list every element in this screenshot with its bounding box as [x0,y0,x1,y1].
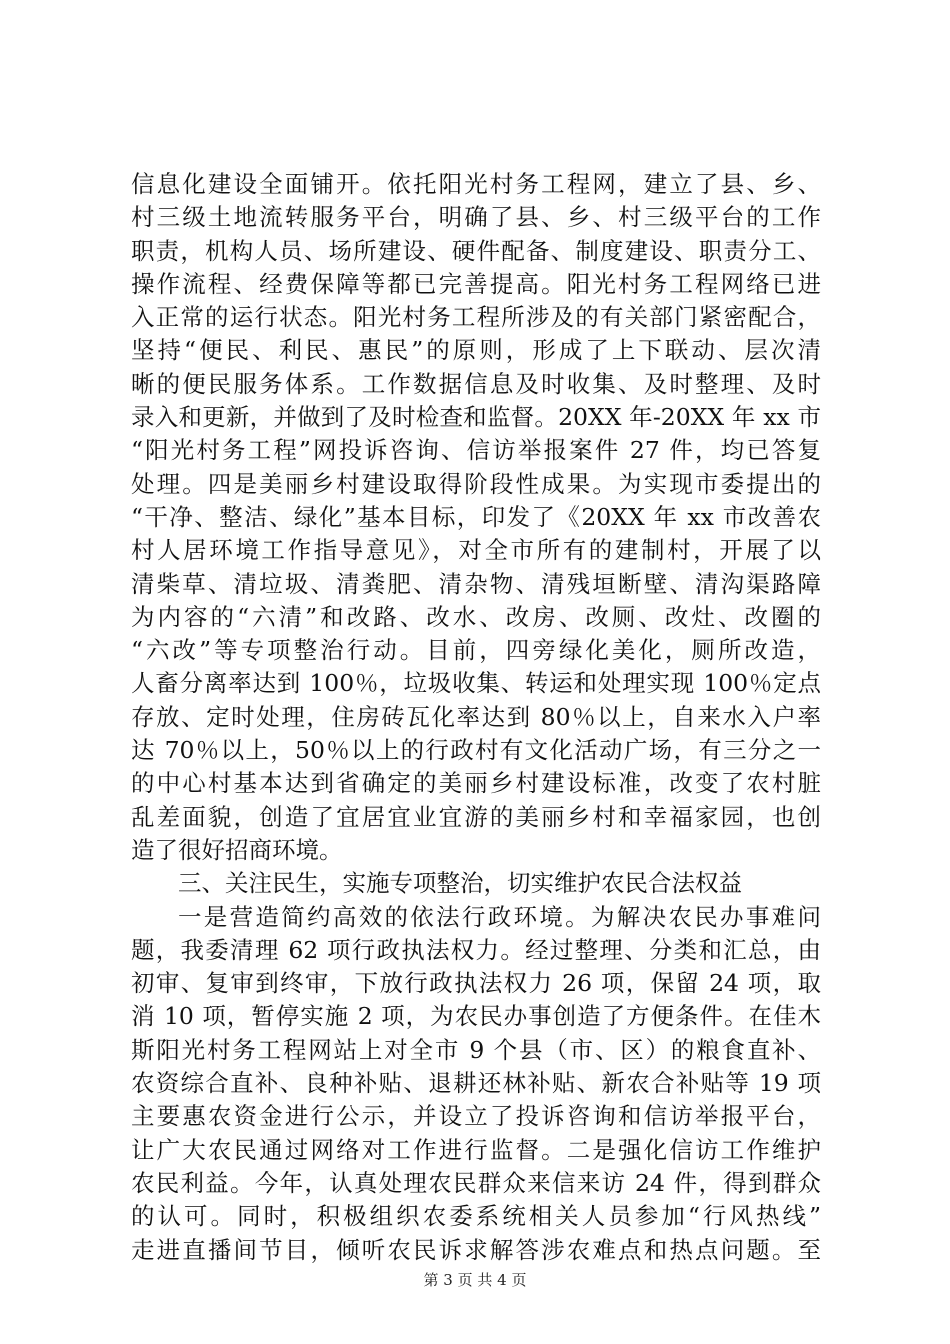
text-line: 主要惠农资金进行公示，并设立了投诉咨询和信访举报平台， [131,1102,821,1131]
text-line: 村三级土地流转服务平台，明确了县、乡、村三级平台的工作 [131,203,821,232]
text-line: 村人居环境工作指导意见》，对全市所有的建制村，开展了以 [131,536,821,565]
text-line: 题，我委清理 62 项行政执法权力。经过整理、分类和汇总，由 [131,935,821,964]
text-line: 为内容的“六清”和改路、改水、改房、改厕、改灶、改圈的 [131,602,821,631]
text-line: 让广大农民通过网络对工作进行监督。二是强化信访工作维护 [131,1135,821,1164]
text-line: 走进直播间节目，倾听农民诉求解答涉农难点和热点问题。至 [131,1235,821,1264]
text-line: “阳光村务工程”网投诉咨询、信访举报案件 27 件，均已答复 [131,436,821,465]
paragraph-first-line: 一是营造简约高效的依法行政环境。为解决农民办事难问 [178,902,821,931]
text-line: 消 10 项，暂停实施 2 项，为农民办事创造了方便条件。在佳木 [131,1002,821,1031]
text-line: 入正常的运行状态。阳光村务工程所涉及的有关部门紧密配合， [131,303,821,332]
text-line: 清柴草、清垃圾、清粪肥、清杂物、清残垣断壁、清沟渠路障 [131,569,821,598]
text-line: 的认可。同时，积极组织农委系统相关人员参加“行风热线” [131,1202,821,1231]
section-heading: 三、关注民生，实施专项整治，切实维护农民合法权益 [178,869,742,898]
text-line: 斯阳光村务工程网站上对全市 9 个县（市、区）的粮食直补、 [131,1035,821,1064]
text-line: “六改”等专项整治行动。目前，四旁绿化美化，厕所改造， [131,636,821,665]
text-line: 处理。四是美丽乡村建设取得阶段性成果。为实现市委提出的 [131,469,821,498]
paragraph-last-line: 造了很好招商环境。 [131,835,343,864]
text-line: 晰的便民服务体系。工作数据信息及时收集、及时整理、及时 [131,369,821,398]
text-line: 职责，机构人员、场所建设、硬件配备、制度建设、职责分工、 [131,236,821,265]
text-line: 初审、复审到终审，下放行政执法权力 26 项，保留 24 项，取 [131,969,821,998]
text-line: “干净、整洁、绿化”基本目标，印发了《20XX 年 xx 市改善农 [131,502,821,531]
text-line: 人畜分离率达到 100％，垃圾收集、转运和处理实现 100％定点 [131,669,821,698]
text-line: 乱差面貌，创造了宜居宜业宜游的美丽乡村和幸福家园，也创 [131,802,821,831]
text-line: 坚持“便民、利民、惠民”的原则，形成了上下联动、层次清 [131,336,821,365]
text-line: 录入和更新，并做到了及时检查和监督。20XX 年-20XX 年 xx 市 [131,403,821,432]
text-line: 存放、定时处理，住房砖瓦化率达到 80％以上，自来水入户率 [131,702,821,731]
document-body [131,168,821,1267]
page-number-footer: 第 3 页 共 4 页 [423,1271,527,1289]
text-line: 达 70％以上，50％以上的行政村有文化活动广场，有三分之一 [131,736,821,765]
text-line: 信息化建设全面铺开。依托阳光村务工程网，建立了县、乡、 [131,170,821,198]
text-line: 农资综合直补、良种补贴、退耕还林补贴、新农合补贴等 19 项 [131,1069,821,1098]
text-line: 农民利益。今年，认真处理农民群众来信来访 24 件，得到群众 [131,1168,821,1197]
text-line: 的中心村基本达到省确定的美丽乡村建设标准，改变了农村脏 [131,769,821,798]
text-line: 操作流程、经费保障等都已完善提高。阳光村务工程网络已进 [131,269,821,298]
